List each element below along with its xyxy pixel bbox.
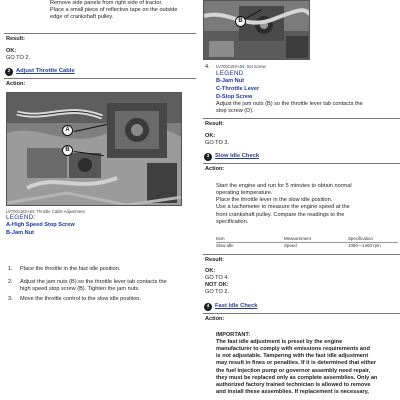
table-cell: 1050—1400 rpm [348, 242, 381, 248]
intro-line: edge of crankshaft pulley. [50, 14, 114, 21]
step-line: Adjust the jam nuts (B) so the throttle lever tab contacts the [20, 279, 167, 285]
step-number: 1. [8, 266, 13, 272]
section-heading-adjust-throttle-cable[interactable] [5, 68, 75, 76]
text-line: The fast idle adjustment is preset by the engine [216, 339, 343, 345]
intro-text [50, 0, 200, 21]
text-line: may result in fines or penalties. If it is determined that either [216, 360, 377, 367]
ok-label: OK: [205, 133, 216, 139]
engine-illustration [7, 93, 182, 206]
text-line: Start the engine and run for 5 minutes to obtain normal [216, 183, 352, 189]
action-label: Action: [205, 166, 225, 172]
step-line: Move the throttle control to the slow idle position. [20, 296, 141, 302]
section-title: Slow Idle Check [215, 153, 260, 160]
text-line: operating temperature. [216, 190, 273, 197]
action-label: Action: [6, 81, 26, 87]
divider [4, 33, 196, 34]
photo-caption: LV7001182-UN: Throttle Cable Adjustment [6, 209, 85, 214]
step-text [20, 296, 200, 303]
text-line: is not adjustable. Tampering with the fast idle adjustment [216, 353, 369, 360]
intro-line: Remove side panels from right side of tractor. [50, 0, 163, 6]
text-line: authorized factory trained technician is allowed to remove [216, 381, 371, 388]
spec-table [216, 236, 398, 250]
divider [4, 78, 196, 79]
not-ok-label: NOT OK: [205, 282, 229, 288]
callout-b: B [62, 145, 73, 156]
divider [203, 163, 400, 164]
section-heading-slow-idle-check[interactable] [204, 153, 259, 161]
action-label: Action: [205, 316, 225, 322]
section-heading-fast-idle-check[interactable] [204, 303, 258, 311]
important-label: IMPORTANT: [216, 332, 251, 338]
photo-caption: LV7001183-UN: Set Screw [216, 64, 266, 69]
goto-text: GO TO 2. [205, 289, 230, 295]
section-number-badge: 3 [204, 153, 212, 161]
divider [203, 254, 400, 255]
table-header: Measurement [284, 236, 311, 241]
throttle-cable-photo [6, 92, 182, 206]
text-line: they must be replaced only as complete assemblies. Only an [216, 374, 378, 381]
divider [203, 313, 400, 314]
important-text [216, 339, 398, 396]
step-line: Place the throttle in the fast idle position. [20, 266, 121, 272]
text-line: front crankshaft pulley. Compare the readings to the [216, 211, 345, 218]
legend-item-b: B-Jam Nut [6, 230, 34, 236]
legend-item-a: A-High Speed Stop Screw [6, 222, 75, 228]
step-number: 4. [205, 64, 210, 70]
section-number-badge: 4 [204, 303, 212, 311]
goto-text: GO TO 3. [205, 140, 230, 146]
section-title: Fast Idle Check [215, 303, 258, 310]
text-line: the fuel injection pump or governor assembly need repair, [216, 367, 371, 374]
table-cell: Slow idle [216, 242, 234, 248]
step-line: Adjust the jam nuts (B) so the throttle lever tab contacts the [216, 101, 363, 107]
legend-item-d: D-Stop Screw [216, 94, 253, 100]
intro-line: Place a small piece of reflective tape on the outside [50, 7, 178, 14]
step-line: stop screw (D). [216, 108, 254, 115]
divider [203, 118, 400, 119]
step-text [20, 279, 200, 293]
goto-text: GO TO 2. [6, 55, 31, 61]
table-cell: Speed [284, 242, 297, 248]
text-line: and install these assemblies. If replacement is necessary, [216, 389, 369, 396]
ok-label: OK: [205, 268, 216, 274]
legend-title: LEGEND: [6, 214, 36, 221]
table-header: Specification [348, 236, 373, 241]
set-screw-photo [203, 0, 310, 60]
ok-label: OK: [6, 48, 17, 54]
legend-item-c: C-Throttle Lever [216, 86, 260, 92]
slow-idle-text [216, 183, 398, 226]
callout-b: B [235, 16, 246, 27]
callout-a: A [62, 125, 73, 136]
goto-text: GO TO 4. [205, 275, 230, 281]
engine-closeup-illustration [204, 1, 310, 60]
step-number: 3. [8, 296, 13, 302]
step-text [20, 266, 200, 273]
text-line: Use a tachometer to measure the engine speed at the [216, 204, 350, 211]
legend-title: LEGEND [216, 70, 244, 77]
text-line: Place the throttle lever in the slow idle position. [216, 197, 333, 204]
result-label: Result: [6, 36, 25, 42]
step-number: 2. [8, 279, 13, 285]
result-label: Result: [205, 121, 224, 127]
table-header: Item [216, 236, 225, 241]
step-line: high speed stop screw (B). Tighten the jam nuts. [20, 286, 140, 293]
text-line: manufacturer to comply with emissions requirements and [216, 346, 370, 353]
legend-item-b: B-Jam Nut [216, 78, 244, 84]
text-line: specification. [216, 218, 249, 225]
section-title: Adjust Throttle Cable [16, 68, 75, 75]
section-number-badge: 2 [5, 68, 13, 76]
step-text [216, 101, 400, 115]
result-label: Result: [205, 257, 224, 263]
